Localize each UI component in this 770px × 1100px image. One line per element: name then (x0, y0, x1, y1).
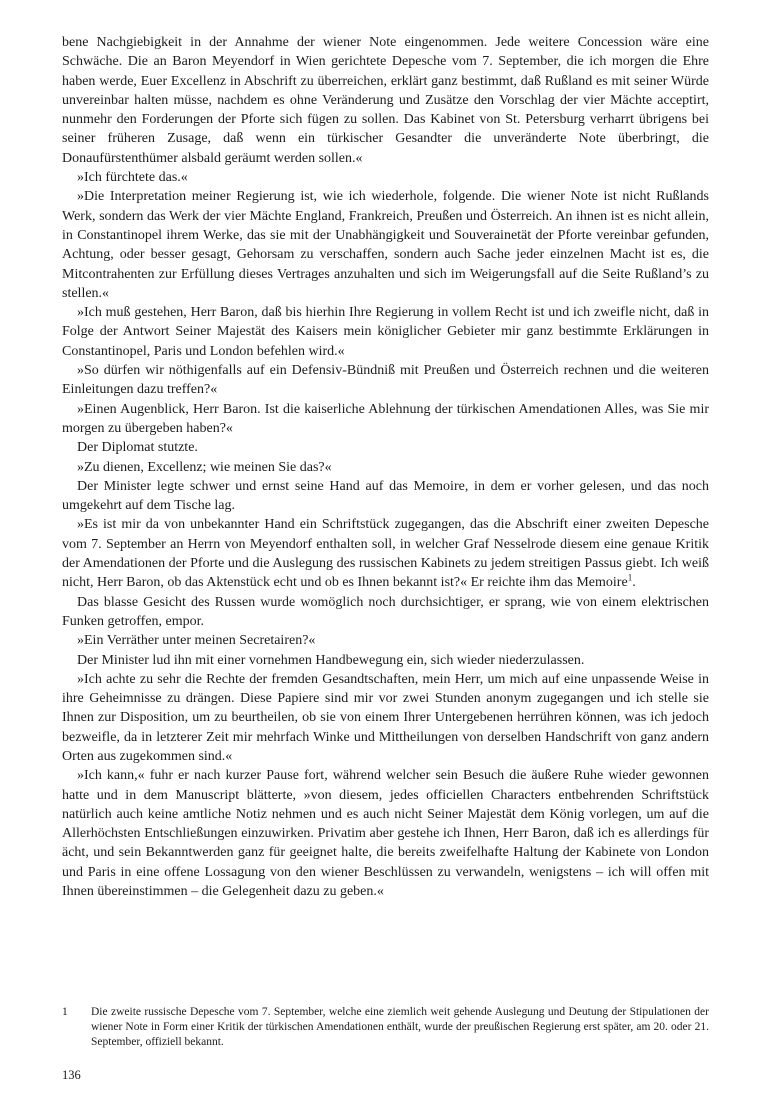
paragraph: bene Nachgiebigkeit in der Annahme der wiener Note eingenommen. Jede weitere Concession wäre eine Schwäche. Die an Baron Meyendorf in Wien gerichtete Depesche vom 7. September, die ich morgen die Ehre haben werde, Euer Excellenz in Abschrift zu überreichen, erklärt ganz bestimmt, daß Rußland es mit seiner Würde unvereinbar halten müsse, nachdem es ohne Veränderung und Zusätze den Vorschlag der vier Mächte acceptirt, nunmehr den Forderungen der Pforte sich fügen zu sollen. Das Kabinet von St. Petersburg verharrt übrigens bei seiner früheren Zusage, daß wenn ein türkischer Gesandter die unveränderte Note überbringt, die Donaufürstenthümer alsbald geräumt werden sollen.« (62, 35, 709, 166)
footnote (62, 1005, 709, 1050)
paragraph-text: . (632, 575, 636, 591)
paragraph-text: »Es ist mir da von unbekannter Hand ein Schriftstück zugegangen, das die Abschrift einer zweiten Depesche vom 7. September an Herrn von Meyendorf enthalten soll, in welcher Graf Nesselrode diesem eine genaue Kritik der Amendationen der Pforte und die Auslegung des russischen Kabinets zu jedem streitigen Passus giebt. Ich weiß nicht, Herr Baron, ob das Aktenstück echt und ob es Ihnen bekannt ist?« Er reichte ihm das Memoire (62, 517, 709, 591)
paragraph: Der Minister lud ihn mit einer vornehmen Handbewegung ein, sich wieder niederzulassen. (77, 652, 585, 668)
paragraph: »Ich muß gestehen, Herr Baron, daß bis hierhin Ihre Regierung in vollem Recht ist und ich zweifle nicht, daß in Folge der Antwort Seiner Majestät des Kaisers mein königlicher Gebieter mir ganz bestimmte Erklärungen in Constantinopel, Paris und London befehlen wird.« (62, 305, 709, 359)
footnote-text: Die zweite russische Depesche vom 7. September, welche eine ziemlich weit gehende Auslegung und Deutung der Stipulationen der wiener Note in Form einer Kritik der türkischen Amendationen enthält, wurde der preußischen Regierung erst später, am 20. oder 21. September, offiziell bekannt. (91, 1006, 709, 1048)
paragraph: Der Diplomat stutzte. (77, 440, 198, 456)
paragraph: »Zu dienen, Excellenz; wie meinen Sie das?« (77, 459, 332, 475)
paragraph: »Ein Verräther unter meinen Secretairen?« (77, 633, 316, 649)
paragraph-with-footnote-ref (62, 515, 709, 592)
footnote-ref: 1 (627, 572, 633, 583)
main-text (62, 33, 709, 901)
paragraph: »So dürfen wir nöthigenfalls auf ein Defensiv-Bündniß mit Preußen und Österreich rechnen und die weiteren Einleitungen dazu treffen?« (62, 363, 709, 398)
paragraph: »Ich kann,« fuhr er nach kurzer Pause fort, während welcher sein Besuch die äußere Ruhe wieder gewonnen hatte und in dem Manuscript blätterte, »von diesem, jedes officiellen Characters entbehrenden Schriftstück natürlich auch keine amtliche Notiz nehmen und es auch nicht Seiner Majestät dem König vorlegen, um auf die Allerhöchsten Entschließungen einzuwirken. Privatim aber gestehe ich Ihnen, Herr Baron, daß ich es allerdings für ächt, und sein Bekanntwerden ganz für geeignet halte, die bereits zweifelhafte Haltung der Kabinete von London und Paris in eine offene Lossagung von den wiener Beschlüssen zu verwandeln, wenigstens – ich will offen mit Ihnen übereinstimmen – die Gelegenheit dazu zu geben.« (62, 768, 709, 900)
paragraph: Der Minister legte schwer und ernst seine Hand auf das Memoire, in dem er vorher gelesen, und das noch umgekehrt auf dem Tische lag. (62, 478, 709, 514)
paragraph: »Die Interpretation meiner Regierung ist, wie ich wiederhole, folgende. Die wiener Note ist nicht Rußlands Werk, sondern das Werk der vier Mächte England, Frankreich, Preußen und Österreich. An ihnen ist es nicht allein, in Constantinopel ihrem Werke, das sie mit der Unabhängigkeit und Souverainetät der Pforte vereinbar gefunden, Achtung, oder besser gesagt, Gehorsam zu verschaffen, sondern auch Sache jeder einzelnen Macht ist es, die Mitcontrahenten zur Erfüllung dieses Vertrages anzuhalten und sich im Weigerungsfall auf die Seite Rußland’s zu stellen.« (62, 189, 709, 301)
paragraph: »Einen Augenblick, Herr Baron. Ist die kaiserliche Ablehnung der türkischen Amendationen Alles, was Sie mir morgen zu übergeben haben?« (62, 401, 709, 436)
page-number: 136 (62, 1068, 81, 1082)
paragraph: Das blasse Gesicht des Russen wurde womöglich noch durchsichtiger, er sprang, wie von einem elektrischen Funken getroffen, empor. (62, 594, 709, 629)
paragraph: »Ich achte zu sehr die Rechte der fremden Gesandtschaften, mein Herr, um mich auf eine unpassende Weise in ihre Geheimnisse zu drängen. Diese Papiere sind mir vor zwei Stunden anonym zugegangen und ich stelle sie Ihnen zur Disposition, um zu beurtheilen, ob sie von einem Ihrer Untergebenen herrühren können, was ich jedoch bezweifle, da in letzterer Zeit mir mehrfach Winke und Mittheilungen von derselben Handschrift von ganz andern Orten aus zugekommen sind.« (62, 671, 709, 764)
footnote-marker: 1 (62, 1006, 68, 1018)
paragraph: »Ich fürchtete das.« (77, 170, 188, 186)
